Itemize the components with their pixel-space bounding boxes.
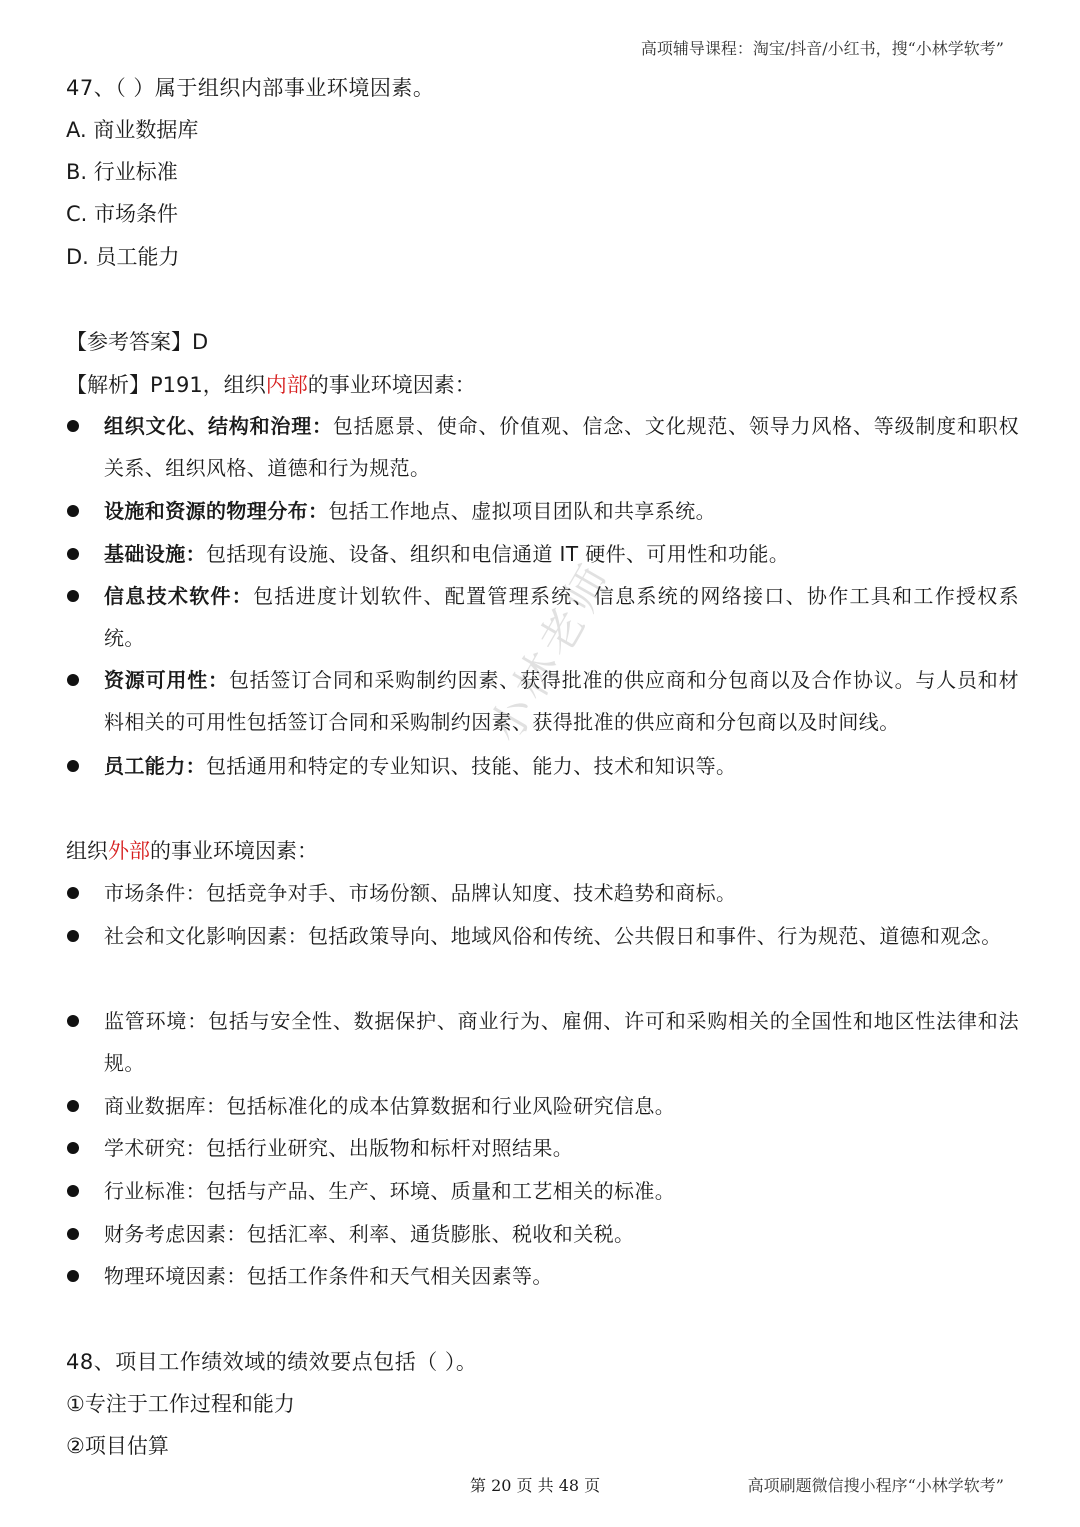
bullet-dot: [67, 1185, 79, 1197]
reference-answer: 【参考答案】D: [66, 330, 209, 354]
internal-item-3: 基础设施：包括现有设施、设备、组织和电信通道 IT 硬件、可用性和功能。: [104, 542, 790, 566]
footer-note: 高项刷题微信搜小程序“小林学软考”: [747, 1476, 1004, 1495]
internal-item-5: 资源可用性：包括签订合同和采购制约因素、获得批准的供应商和分包商以及合作协议。与人员和材料相关的可用性包括签订合同和采购制约因素、获得批准的供应商和分包商以及时间线。: [104, 668, 1019, 734]
bullet-dot: [67, 887, 79, 899]
external-highlight: 外部: [108, 839, 150, 863]
bullet-dot: [67, 760, 79, 772]
header-note: 高项辅导课程：淘宝/抖音/小红书，搜“小林学软考”: [640, 39, 1004, 58]
option-d: D. 员工能力: [66, 245, 180, 269]
external-item-1: 市场条件：包括竞争对手、市场份额、品牌认知度、技术趋势和商标。: [104, 881, 737, 905]
internal-item-6: 员工能力：包括通用和特定的专业知识、技能、能力、技术和知识等。: [104, 754, 737, 778]
bullet-dot: [67, 505, 79, 517]
bullet-dot: [67, 1142, 79, 1154]
analysis-suffix: 的事业环境因素：: [307, 373, 476, 397]
internal-item-4: 信息技术软件：包括进度计划软件、配置管理系统、信息系统的网络接口、协作工具和工作授权系统。: [104, 584, 1019, 650]
page-number: 第 20 页 共 48 页: [470, 1476, 601, 1495]
watermark: 小林老师: [479, 552, 624, 751]
question-48-item-2: ②项目估算: [66, 1434, 169, 1458]
external-item-8: 物理环境因素：包括工作条件和天气相关因素等。: [104, 1264, 553, 1288]
external-intro: 组织外部的事业环境因素：: [66, 839, 318, 863]
bullet-dot: [67, 930, 79, 942]
question-48-item-1: ①专注于工作过程和能力: [66, 1392, 295, 1416]
internal-item-2: 设施和资源的物理分布：包括工作地点、虚拟项目团队和共享系统。: [104, 499, 717, 523]
bullet-dot: [67, 674, 79, 686]
bullet-dot: [67, 1270, 79, 1282]
question-48-title: 48、项目工作绩效域的绩效要点包括（ ）。: [66, 1350, 478, 1374]
bullet-dot: [67, 1228, 79, 1240]
external-item-5: 学术研究：包括行业研究、出版物和标杆对照结果。: [104, 1136, 574, 1160]
internal-item-1: 组织文化、结构和治理：包括愿景、使命、价值观、信念、文化规范、领导力风格、等级制度和职权关系、组织风格、道德和行为规范。: [104, 414, 1020, 480]
bullet-dot: [67, 420, 79, 432]
external-item-4: 商业数据库：包括标准化的成本估算数据和行业风险研究信息。: [104, 1094, 676, 1118]
external-item-7: 财务考虑因素：包括汇率、利率、通货膨胀、税收和关税。: [104, 1222, 635, 1246]
bullet-dot: [67, 1015, 79, 1027]
analysis-internal-highlight: 内部: [265, 373, 308, 397]
external-item-6: 行业标准：包括与产品、生产、环境、质量和工艺相关的标准。: [104, 1179, 676, 1203]
analysis-intro: [66, 371, 476, 399]
option-b: B. 行业标准: [66, 160, 178, 184]
bullet-dot: [67, 548, 79, 560]
analysis-prefix: 【解析】P191，组织: [66, 373, 266, 397]
bullet-dot: [67, 590, 79, 602]
external-item-2: 社会和文化影响因素：包括政策导向、地域风俗和传统、公共假日和事件、行为规范、道德和观念。: [104, 924, 1002, 948]
bullet-dot: [67, 1100, 79, 1112]
question-47-title: 47、（ ）属于组织内部事业环境因素。: [66, 76, 435, 100]
option-a: A. 商业数据库: [66, 118, 199, 142]
option-c: C. 市场条件: [66, 202, 179, 226]
external-item-3: 监管环境：包括与安全性、数据保护、商业行为、雇佣、许可和采购相关的全国性和地区性法律和法规。: [104, 1009, 1019, 1075]
